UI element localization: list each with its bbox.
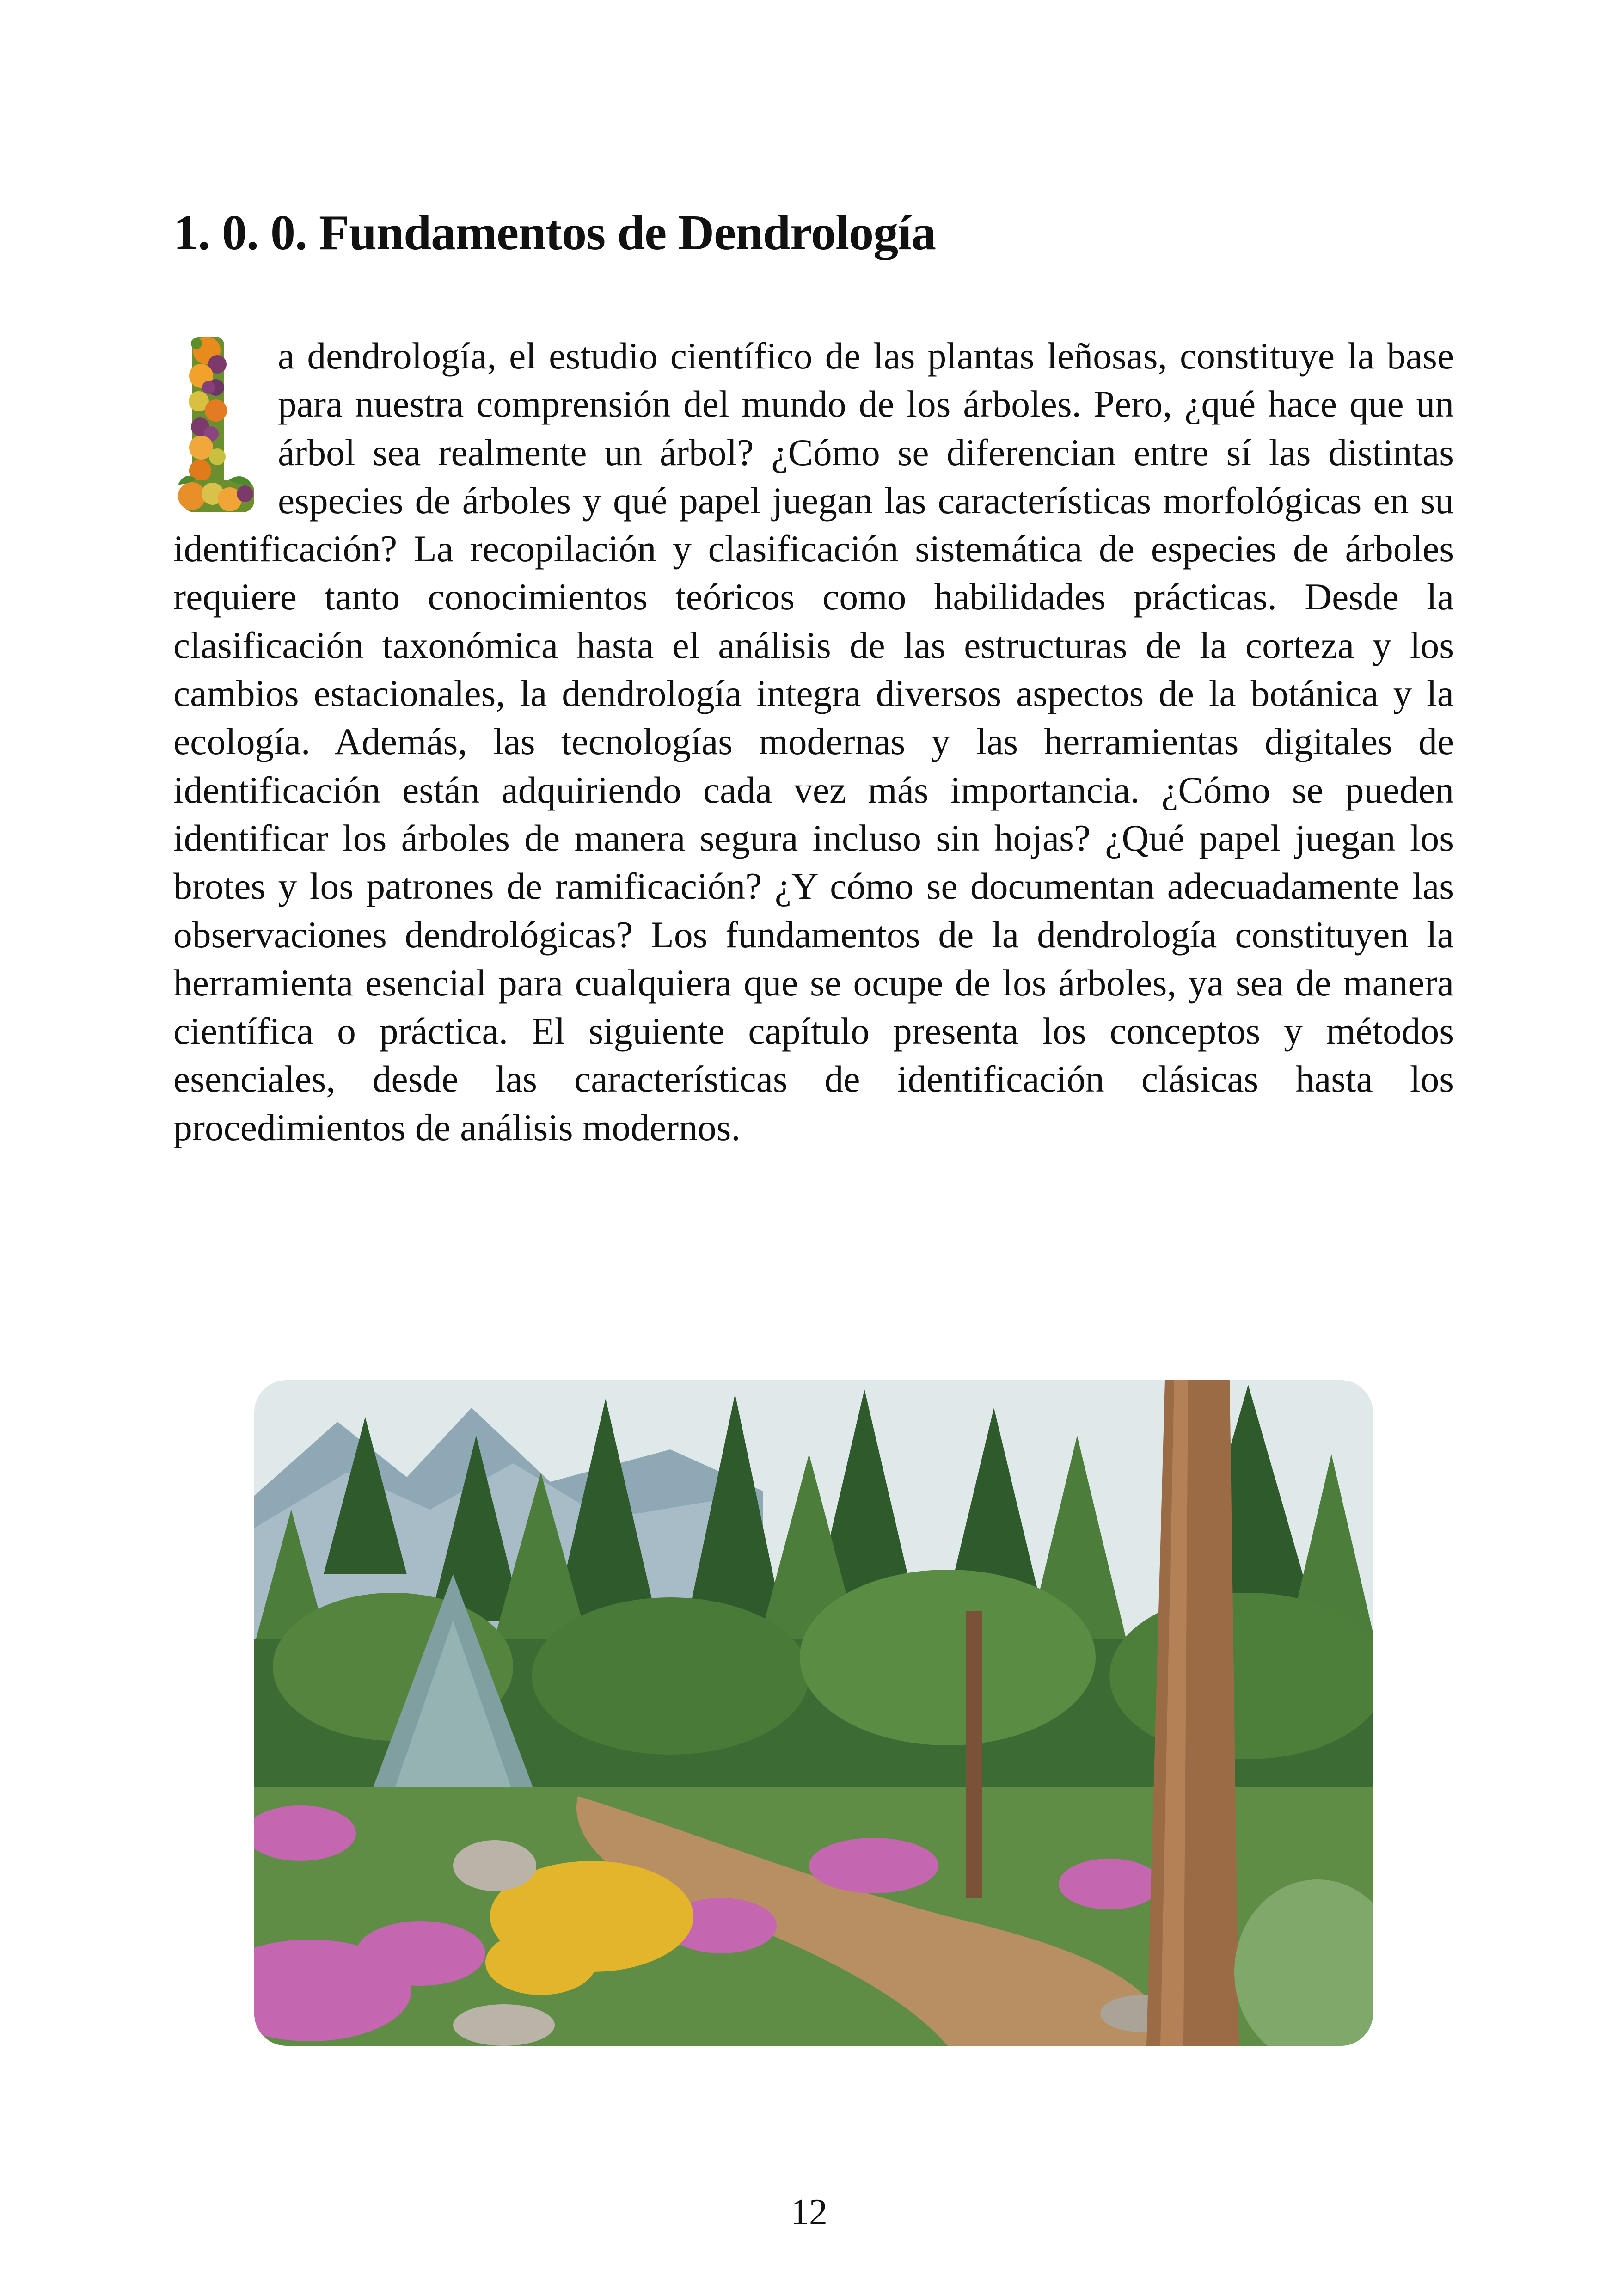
paragraph-text: a dendrología, el estudio científico de las plantas leñosas, constituye la base para nuestra comprensión del mundo de los árboles. Pero, ¿qué hace que un árbol sea realmente un árbol? ¿Cómo se diferencian entre sí las distintas especies de árboles y qué papel juegan las características morfológicas en su identificación? La recopilación y clasificación sistemática de especies de árboles requiere tanto conocimientos teóricos como habilidades prácticas. Desde la clasificación taxonómica hasta el análisis de las estructuras de la corteza y los cambios estacionales, la dendrología integra diversos aspectos de la botánica y la ecología. Además, las tecnologías modernas y las herramientas digitales de identificación están adquiriendo cada vez más importancia. ¿Cómo se pueden identificar los árboles de manera segura incluso sin hojas? ¿Qué papel juegan los brotes y los patrones de ramificación? ¿Y cómo se documentan adecuadamente las observaciones dendrológicas? Los fundamentos de la dendrología constituyen la herramienta esencial para cualquiera que se ocupe de los árboles, ya sea de manera científica o práctica. El siguiente capítulo presenta los conceptos y métodos esenciales, desde las características de identificación clásicas hasta los procedimientos de análisis modernos. — [173, 335, 1454, 1148]
drop-cap-initial — [173, 332, 256, 519]
page-number: 12 — [791, 2192, 827, 2233]
chapter-title: Fundamentos de Dendrología — [319, 205, 936, 261]
forest-illustration — [254, 1380, 1373, 2046]
chapter-heading — [173, 204, 936, 262]
forest-scene-image — [254, 1380, 1373, 2046]
fruit-letter-l-icon — [173, 332, 256, 519]
chapter-number: 1. 0. 0. — [173, 205, 307, 261]
intro-paragraph — [173, 332, 1454, 1152]
intro-text-block — [173, 332, 1454, 1152]
